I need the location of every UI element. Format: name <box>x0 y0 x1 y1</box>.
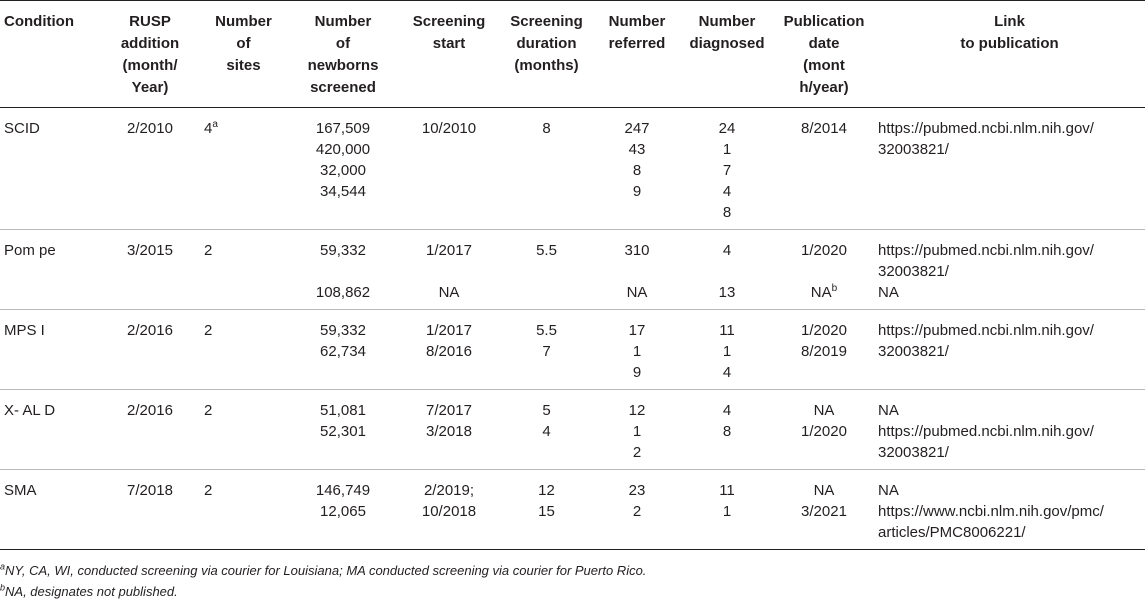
table-row-scid <box>0 108 1145 230</box>
cell-duration: 5.5 7 <box>536 322 557 360</box>
table-row-sma <box>0 470 1145 550</box>
cell-diagnosed: 24 1 7 4 8 <box>718 120 736 221</box>
footnote-marker-a: a <box>212 119 218 130</box>
cell-referred: 247 43 8 9 <box>624 120 650 200</box>
cell-start: 1/2017 NA <box>426 242 472 301</box>
cell-sites: 2 <box>204 322 213 339</box>
cell-referred: 23 2 <box>628 482 646 520</box>
cell-pubdate: NA 3/2021 <box>801 482 847 520</box>
cell-pubdate: 1/2020 8/2019 <box>801 322 847 360</box>
cell-sites: 2 <box>204 402 213 419</box>
header-condition: Condition <box>4 13 74 30</box>
cell-start: 7/2017 3/2018 <box>426 402 472 440</box>
cell-newborns: 146,749 12,065 <box>315 482 371 520</box>
header-screening-duration: Screening duration (months) <box>510 13 583 74</box>
cell-duration: 5 4 <box>542 402 551 440</box>
cell-sites: 4$^a$ <box>204 119 218 137</box>
cell-link: https://pubmed.ncbi.nlm.nih.gov/ 32003821/ NA <box>874 230 1145 310</box>
cell-newborns: 59,332 62,734 <box>320 322 366 360</box>
cell-referred: 17 1 9 <box>628 322 646 381</box>
cell-start: 1/2017 8/2016 <box>426 322 472 360</box>
cell-start: 10/2010 <box>421 120 477 137</box>
cell-link: https://pubmed.ncbi.nlm.nih.gov/ 32003821/ <box>874 310 1145 390</box>
footnote-a: $^a$NY, CA, WI, conducted screening via courier for Louisiana; MA conducted screening via courier for Puerto Rico. <box>0 561 647 578</box>
cell-pubdate: NA 1/2020 <box>801 402 847 440</box>
cell-link: NA https://www.ncbi.nlm.nih.gov/pmc/ articles/PMC8006221/ <box>874 470 1145 550</box>
header-number-referred: Number referred <box>608 13 666 52</box>
table-row-mps-i <box>0 310 1145 390</box>
publication-link: https://pubmed.ncbi.nlm.nih.gov/ <box>878 322 1094 339</box>
cell-diagnosed: 11 1 4 <box>719 322 735 381</box>
table-row-x-ald <box>0 390 1145 470</box>
footnote-marker-b: b <box>831 283 838 294</box>
cell-sites: 2 <box>204 242 213 259</box>
cell-diagnosed: 4 8 <box>722 402 732 440</box>
header-row <box>0 1 1145 108</box>
cell-start: 2/2019; 10/2018 <box>421 482 477 520</box>
cell-link: NA https://pubmed.ncbi.nlm.nih.gov/ 32003821/ <box>874 390 1145 470</box>
cell-rusp: 2/2016 <box>127 322 173 339</box>
table-row-pompe <box>0 230 1145 310</box>
header-number-diagnosed: Number diagnosed <box>689 13 765 52</box>
cell-link: https://pubmed.ncbi.nlm.nih.gov/ 32003821/ <box>874 108 1145 230</box>
cell-condition: SCID <box>4 120 40 137</box>
cell-rusp: 2/2016 <box>127 402 173 419</box>
publication-link: https://pubmed.ncbi.nlm.nih.gov/ <box>878 242 1094 259</box>
cell-condition: Pom pe <box>4 242 56 259</box>
cell-newborns: 59,332 108,862 <box>315 242 371 301</box>
cell-condition: MPS I <box>4 322 45 339</box>
header-link-to-publication: Link to publication <box>960 13 1059 52</box>
cell-referred: 310 NA <box>624 242 650 301</box>
cell-duration: 8 <box>542 120 551 137</box>
cell-newborns: 51,081 52,301 <box>320 402 366 440</box>
cell-duration: 5.5 <box>536 242 557 259</box>
cell-rusp: 2/2010 <box>127 120 173 137</box>
cell-duration: 12 15 <box>538 482 555 520</box>
cell-diagnosed: 11 1 <box>719 482 735 520</box>
cell-condition: SMA <box>4 482 37 499</box>
publication-link: https://pubmed.ncbi.nlm.nih.gov/ <box>878 120 1094 137</box>
cell-rusp: 7/2018 <box>127 482 173 499</box>
cell-condition: X- AL D <box>4 402 56 419</box>
header-rusp-addition: RUSP addition (month/ Year) <box>120 13 180 96</box>
cell-pubdate: 8/2014 <box>801 120 847 137</box>
cell-pubdate: 1/2020 $NA^b$ <box>801 242 847 301</box>
header-screening-start: Screening start <box>412 13 486 52</box>
cell-sites: 2 <box>204 482 213 499</box>
cell-newborns: 167,509 420,000 32,000 34,544 <box>315 120 371 200</box>
header-publication-date: Publication date (mont h/year) <box>783 13 865 96</box>
cell-referred: 12 1 2 <box>628 402 646 461</box>
cell-diagnosed: 4 13 <box>718 242 736 301</box>
header-newborns-screened: Number of newborns screened <box>307 13 379 96</box>
footnote-b: $^b$NA, designates not published. <box>0 582 178 599</box>
cell-rusp: 3/2015 <box>127 242 173 259</box>
header-number-of-sites: Number of sites <box>215 13 272 74</box>
publication-link: https://www.ncbi.nlm.nih.gov/pmc/ <box>878 503 1104 520</box>
publication-link: https://pubmed.ncbi.nlm.nih.gov/ <box>878 423 1094 440</box>
